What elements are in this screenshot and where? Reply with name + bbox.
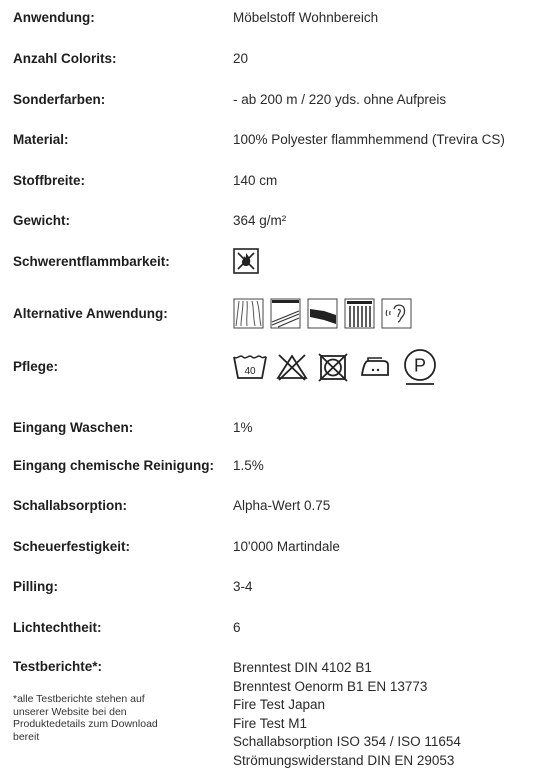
test-report-item: Schallabsorption ISO 354 / ISO 11654 bbox=[233, 734, 461, 749]
label-gewicht: Gewicht: bbox=[13, 213, 71, 228]
label-schallabsorption: Schallabsorption: bbox=[13, 498, 128, 513]
test-report-item: Strömungswiderstand DIN EN 29053 bbox=[233, 752, 455, 768]
label-lichtechtheit: Lichtechtheit: bbox=[13, 620, 102, 635]
label-eingang-waschen: Eingang Waschen: bbox=[13, 420, 134, 435]
label-pflege: Pflege: bbox=[13, 359, 59, 374]
value-pilling: 3-4 bbox=[233, 579, 253, 594]
label-schwerentflammbarkeit: Schwerentflammbarkeit: bbox=[13, 254, 170, 269]
label-material: Material: bbox=[13, 132, 69, 147]
value-anzahl-colorits: 20 bbox=[233, 51, 249, 66]
test-report-item: Brenntest Oenorm B1 EN 13773 bbox=[233, 678, 428, 694]
roller-blind-icon bbox=[307, 298, 338, 329]
test-reports-list bbox=[233, 659, 461, 770]
dryclean-letter: P bbox=[413, 355, 427, 376]
value-scheuerfestigkeit: 10'000 Martindale bbox=[233, 539, 340, 554]
label-pilling: Pilling: bbox=[13, 579, 58, 594]
curtain-icon bbox=[233, 298, 264, 329]
label-eingang-chemische-reinigung: Eingang chemische Reinigung: bbox=[13, 458, 215, 473]
value-gewicht: 364 g/m² bbox=[233, 213, 287, 228]
wash-40-icon bbox=[233, 351, 267, 383]
label-scheuerfestigkeit: Scheuerfestigkeit: bbox=[13, 539, 131, 554]
value-stoffbreite: 140 cm bbox=[233, 173, 278, 188]
vertical-blind-icon bbox=[344, 298, 375, 329]
iron-low-icon bbox=[358, 351, 392, 383]
label-anwendung: Anwendung: bbox=[13, 10, 95, 25]
test-report-item: Fire Test M1 bbox=[233, 715, 308, 731]
value-lichtechtheit: 6 bbox=[233, 620, 241, 635]
dryclean-p-icon bbox=[401, 347, 439, 387]
value-eingang-waschen: 1% bbox=[233, 420, 253, 435]
value-eingang-chemische-reinigung: 1.5% bbox=[233, 458, 264, 473]
wash-temp-text: 40 bbox=[244, 366, 256, 377]
testberichte-footnote: *alle Testberichte stehen auf unserer Website bei den Produktedetails zum Download bereit bbox=[13, 693, 158, 743]
flame-retardant-icon-group bbox=[233, 248, 259, 274]
no-tumble-dry-icon bbox=[317, 351, 349, 383]
test-report-item: Brenntest DIN 4102 B1 bbox=[233, 660, 372, 675]
care-icons bbox=[233, 347, 439, 387]
acoustic-ear-icon bbox=[381, 298, 412, 329]
value-sonderfarben: - ab 200 m / 220 yds. ohne Aufpreis bbox=[233, 92, 447, 107]
test-report-item: Fire Test Japan bbox=[233, 697, 326, 712]
alternative-use-icons bbox=[233, 298, 412, 329]
no-bleach-icon bbox=[276, 351, 308, 383]
label-anzahl-colorits: Anzahl Colorits: bbox=[13, 51, 117, 66]
label-testberichte: Testberichte*: bbox=[13, 659, 103, 674]
value-anwendung: Möbelstoff Wohnbereich bbox=[233, 10, 379, 25]
label-sonderfarben: Sonderfarben: bbox=[13, 92, 106, 107]
value-schallabsorption: Alpha-Wert 0.75 bbox=[233, 498, 331, 513]
label-alternative-anwendung: Alternative Anwendung: bbox=[13, 306, 168, 321]
label-stoffbreite: Stoffbreite: bbox=[13, 173, 85, 188]
flame-retardant-icon bbox=[233, 248, 259, 274]
blind-icon bbox=[270, 298, 301, 329]
value-material: 100% Polyester flammhemmend (Trevira CS) bbox=[233, 132, 505, 147]
